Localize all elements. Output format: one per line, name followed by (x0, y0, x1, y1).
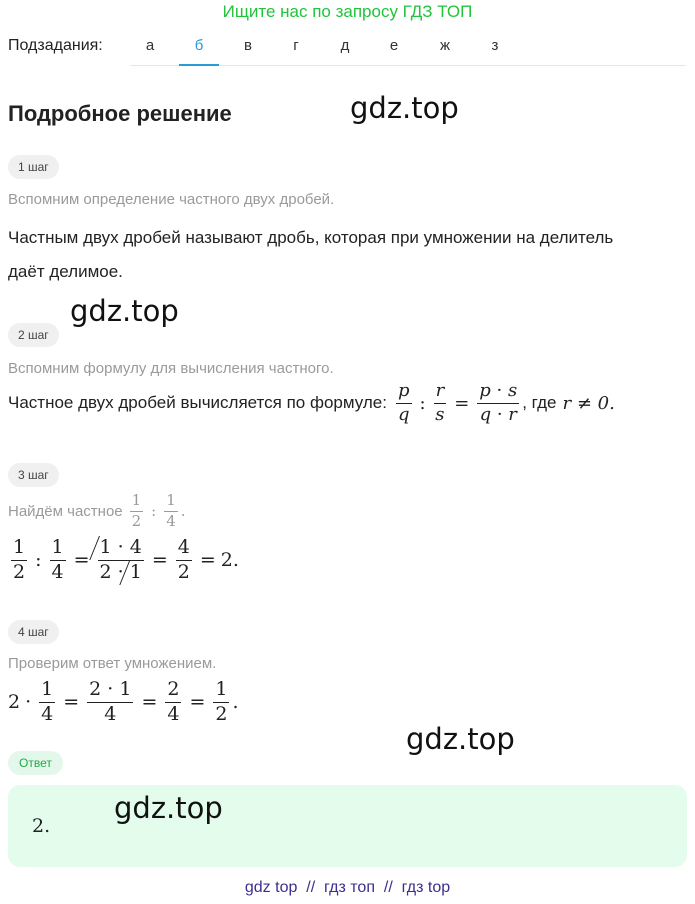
step4-calculation: 2 · $\frac{1}{4}$ = $\frac{2 \cdot 1}{4}$ = $\frac{2}{4}$ = $\frac{1}{2}$ . (8, 678, 239, 725)
search-banner: Ищите нас по запросу ГДЗ ТОП (222, 2, 473, 21)
fraction: $\frac{1}{4}$ (51, 536, 64, 583)
watermark: gdz.top (406, 722, 515, 756)
tab-z[interactable]: з (491, 37, 499, 54)
step-text: Частное двух дробей вычисляется по формуле: (8, 393, 387, 413)
fraction: $\frac{1}{4}$ (166, 491, 176, 530)
fraction: $\frac{p \cdot s}{q \cdot r}$ (479, 380, 518, 425)
tab-b[interactable]: б (179, 37, 219, 66)
step-text: даёт делимое. (8, 262, 123, 281)
step-hint: Найдём частное (8, 502, 123, 520)
answer-value: 2. (32, 815, 51, 837)
formula-suffix: , где (522, 393, 557, 413)
watermark: gdz.top (70, 294, 179, 328)
tab-d[interactable]: д (340, 37, 350, 54)
step-hint-line: Найдём частное $\frac{1}{2}$ : $\frac{1}{4}$ . (8, 491, 186, 530)
subtask-tabs (130, 28, 686, 66)
fraction: $\frac{r}{s}$ (435, 380, 445, 425)
tab-e[interactable]: е (389, 37, 399, 54)
fraction-cancelled: $\frac{1 \cdot 4}{2 \cdot 1}$ (99, 536, 142, 583)
footer-links[interactable]: gdz top // гдз топ // гдз top (244, 879, 451, 896)
step-hint: Вспомним формулу для вычисления частного. (8, 360, 334, 377)
fraction: $\frac{p}{q}$ (397, 380, 410, 425)
step-text: Частным двух дробей называют дробь, которая при умножении на делитель (8, 228, 614, 247)
answer-badge: Ответ (8, 751, 63, 775)
tab-v[interactable]: в (244, 37, 252, 54)
watermark: gdz.top (350, 91, 459, 125)
step-hint: Вспомним определение частного двух дробей. (8, 191, 335, 208)
fraction: $\frac{1}{4}$ (41, 678, 54, 725)
step-badge: 4 шаг (8, 620, 59, 644)
fraction: $\frac{4}{2}$ (177, 536, 190, 583)
quotient-formula: Частное двух дробей вычисляется по формуле: $\frac{p}{q}$ : $\frac{r}{s}$ = $\frac{p \cdot s}{q \cdot r}$ , где r ≠ 0. (8, 380, 615, 425)
tab-g[interactable]: г (293, 37, 299, 54)
step-badge: 2 шаг (8, 323, 59, 347)
step-badge: 1 шаг (8, 155, 59, 179)
fraction: $\frac{1}{2}$ (131, 491, 142, 530)
fraction: $\frac{1}{2}$ (215, 678, 228, 725)
fraction: $\frac{2 \cdot 1}{4}$ (89, 678, 132, 725)
watermark: gdz.top (114, 791, 223, 825)
step-badge: 3 шаг (8, 463, 59, 487)
tab-a[interactable]: а (145, 37, 155, 54)
fraction: $\frac{2}{4}$ (167, 678, 180, 725)
subtasks-bar (0, 28, 695, 66)
answer-box (8, 785, 687, 867)
subtasks-label: Подзадания: (8, 37, 103, 54)
fraction: $\frac{1}{2}$ (13, 536, 26, 583)
step-hint: Проверим ответ умножением. (8, 655, 217, 672)
step3-calculation: $\frac{1}{2}$ : $\frac{1}{4}$ = $\frac{1 \cdot 4}{2 \cdot 1}$ = $\frac{4}{2}$ = 2. (13, 536, 239, 583)
tab-zh[interactable]: ж (439, 37, 451, 54)
formula-condition: r ≠ 0. (562, 392, 615, 414)
page-title: Подробное решение (8, 101, 232, 126)
